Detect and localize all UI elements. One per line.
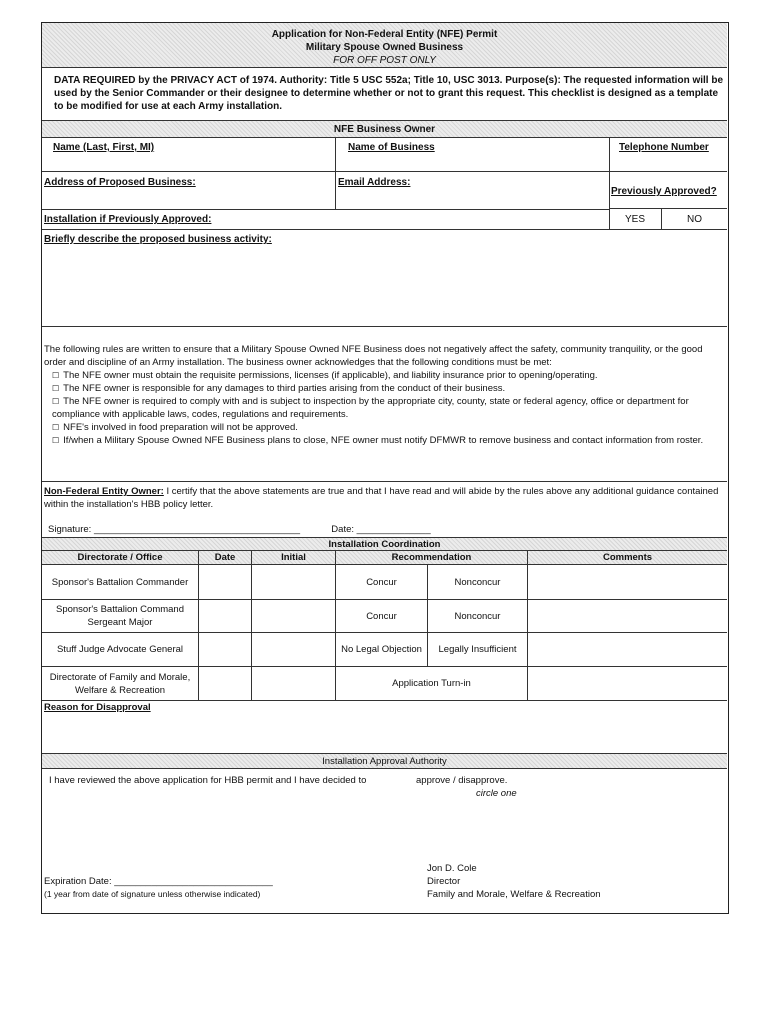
approval-title: Installation Approval Authority [322,755,447,767]
form-subtitle: Military Spouse Owned Business [305,42,464,53]
checkbox-icon[interactable]: ☐ [52,423,60,432]
signer-block [427,862,601,901]
activity-label: Briefly describe the proposed business activity: [44,234,272,245]
comments-cell[interactable] [529,667,725,700]
date-cell[interactable] [200,600,250,632]
owner-name-label: Name (Last, First, MI) [53,142,155,153]
address-label: Address of Proposed Business: [44,177,196,188]
rule-item: ☐ NFE's involved in food preparation will not be approved. [52,422,298,433]
business-name-label: Name of Business [348,142,435,153]
nonconcur-option[interactable]: Nonconcur [454,610,501,622]
initial-cell[interactable] [253,633,334,666]
initial-cell[interactable] [253,600,334,632]
expiration-row [44,875,273,888]
comments-cell[interactable] [529,565,725,599]
legally-insufficient-option[interactable]: Legally Insufficient [438,644,517,655]
signer-title: Director [427,876,461,887]
office-sjag: Stuff Judge Advocate General [56,644,184,655]
approval-section-header [42,754,727,768]
no-legal-objection-option[interactable]: No Legal Objection [341,644,422,655]
owner-section-title: NFE Business Owner [333,123,436,135]
address-field[interactable] [46,190,334,206]
office-dfmwr: Directorate of Family and Morale, Welfare & Recreation [49,671,191,696]
activity-field[interactable] [44,249,724,323]
telephone-field[interactable] [614,155,724,171]
expiration-note: (1 year from date of signature unless otherwise indicated) [44,889,261,899]
rule-item: ☐ If/when a Military Spouse Owned NFE Business plans to close, NFE owner must notify DFMWR to remove business and contact information from roster. [52,435,704,446]
rules-intro: The following rules are written to ensure that a Military Spouse Owned NFE Business does not negatively affect the safety, community tranquility, or the good order and discipline of an Army installation. The business owner acknowledges that the following conditions must be met: [44,344,703,368]
email-field[interactable] [340,190,608,206]
checkbox-icon[interactable]: ☐ [52,397,60,406]
office-battalion-commander: Sponsor's Battalion Commander [51,576,189,588]
checkbox-icon[interactable]: ☐ [52,371,60,380]
email-label: Email Address: [338,177,411,188]
date-cell[interactable] [200,565,250,599]
form-header [42,23,727,67]
signer-name: Jon D. Cole [427,863,477,874]
coordination-title: Installation Coordination [328,538,441,550]
col-comments: Comments [602,552,653,563]
initial-cell[interactable] [253,565,334,599]
nfe-permit-form [41,22,729,914]
col-recommendation: Recommendation [391,552,472,563]
date-cell[interactable] [200,667,250,700]
signature-line[interactable]: _______________________________________ [93,524,301,535]
approval-statement: I have reviewed the above application for HBB permit and I have decided to [49,775,367,786]
date-line[interactable]: ______________ [356,524,431,535]
application-turn-in[interactable]: Application Turn-in [392,678,471,689]
installation-field[interactable] [262,211,608,227]
comments-cell[interactable] [529,633,725,666]
col-date: Date [214,552,236,563]
nonconcur-option[interactable]: Nonconcur [454,576,501,588]
office-battalion-csm: Sponsor's Battalion Command Sergeant Major [55,604,185,628]
expiration-label: Expiration Date: [44,876,112,887]
disapproval-reason-field[interactable] [44,716,724,751]
rule-item: ☐ The NFE owner is responsible for any damages to third parties arising from the conduct of their business. [52,383,506,394]
date-label: Date: [331,524,355,535]
rules-block [44,343,724,447]
col-directorate: Directorate / Office [77,552,163,563]
checkbox-icon[interactable]: ☐ [52,436,60,445]
certification-text: I certify that the above statements are true and that I have read and will abide by the rules above any additional guidance contained within the installation's HBB policy letter. [44,486,719,510]
date-cell[interactable] [200,633,250,666]
owner-section-header [42,121,727,137]
posting-note: FOR OFF POST ONLY [333,55,436,66]
concur-option[interactable]: Concur [366,576,397,588]
signer-org: Family and Morale, Welfare & Recreation [427,889,601,900]
comments-cell[interactable] [529,600,725,632]
form-title: Application for Non-Federal Entity (NFE) Permit [271,29,498,40]
business-name-field[interactable] [340,155,608,171]
disapproval-reason-label: Reason for Disapproval [44,702,151,713]
signature-row [48,523,431,536]
certification-block [44,485,724,511]
previously-approved-label: Previously Approved? [611,186,717,197]
rule-item: ☐ The NFE owner must obtain the requisite permissions, licenses (if applicable), and liability insurance prior to opening/operating. [52,370,598,381]
expiration-line[interactable]: ______________________________ [114,876,273,887]
telephone-label: Telephone Number [619,142,709,153]
yes-option[interactable]: YES [624,213,645,225]
installation-label: Installation if Previously Approved: [44,214,212,225]
signature-label: Signature: [48,524,92,535]
certification-heading: Non-Federal Entity Owner: [44,486,164,497]
checkbox-icon[interactable]: ☐ [52,384,60,393]
initial-cell[interactable] [253,667,334,700]
coordination-section-header [42,538,727,550]
owner-name-field[interactable] [46,155,334,171]
no-option[interactable]: NO [687,213,702,225]
approve-disapprove-options[interactable]: approve / disapprove. [416,775,508,786]
privacy-act-notice: DATA REQUIRED by the PRIVACY ACT of 1974. Authority: Title 5 USC 552a; Title 10, USC 3013. Purpose(s): The requested information will be used by the Senior Commander or their designee to determine whether or not to grant this request. This checklist is designed as a template to be modified for use at each Army installation. [54,75,724,112]
rule-item: ☐ The NFE owner is required to comply with and is subject to inspection by the appropriate city, county, state or federal agency, office or department for compliance with applicable laws, codes, regulations and requirements. [52,396,689,420]
circle-one-note: circle one [476,788,517,799]
col-initial: Initial [281,552,306,563]
concur-option[interactable]: Concur [366,610,397,622]
